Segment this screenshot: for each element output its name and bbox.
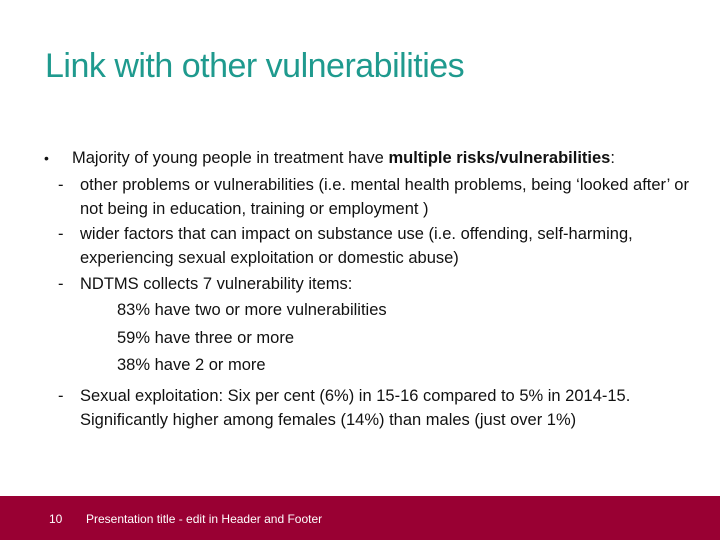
stat-three-or-more: 59% have three or more	[117, 329, 295, 347]
main-bullet-suffix: :	[610, 149, 615, 167]
main-bullet-bold: multiple risks/vulnerabilities	[388, 149, 611, 167]
sub-item-text: Sexual exploitation: Six per cent (6%) in 15-16 compared to 5% in 2014-15. Significantly higher among females (14%) than males (just over 1%)	[80, 387, 631, 429]
main-bullet-text	[72, 148, 615, 168]
dash-marker: -	[58, 225, 64, 243]
main-bullet-prefix: Majority of young people in treatment have	[72, 149, 389, 167]
sub-item-text: NDTMS collects 7 vulnerability items:	[80, 275, 353, 293]
slide-title: Link with other vulnerabilities	[45, 47, 465, 85]
dash-marker: -	[58, 387, 64, 405]
stat-2-or-more: 38% have 2 or more	[117, 356, 266, 374]
bullet-marker: •	[44, 150, 49, 166]
dash-marker: -	[58, 275, 64, 293]
footer-bar	[0, 496, 720, 540]
dash-marker: -	[58, 176, 64, 194]
stat-two-or-more: 83% have two or more vulnerabilities	[117, 301, 387, 319]
page-number: 10	[49, 512, 63, 526]
sub-item-text: wider factors that can impact on substance use (i.e. offending, self-harming, experiencing sexual exploitation or domestic abuse)	[80, 225, 633, 267]
footer-text: Presentation title - edit in Header and Footer	[86, 512, 323, 526]
sub-item-text: other problems or vulnerabilities (i.e. mental health problems, being ‘looked after’ or not being in education, training or employment )	[80, 176, 689, 218]
